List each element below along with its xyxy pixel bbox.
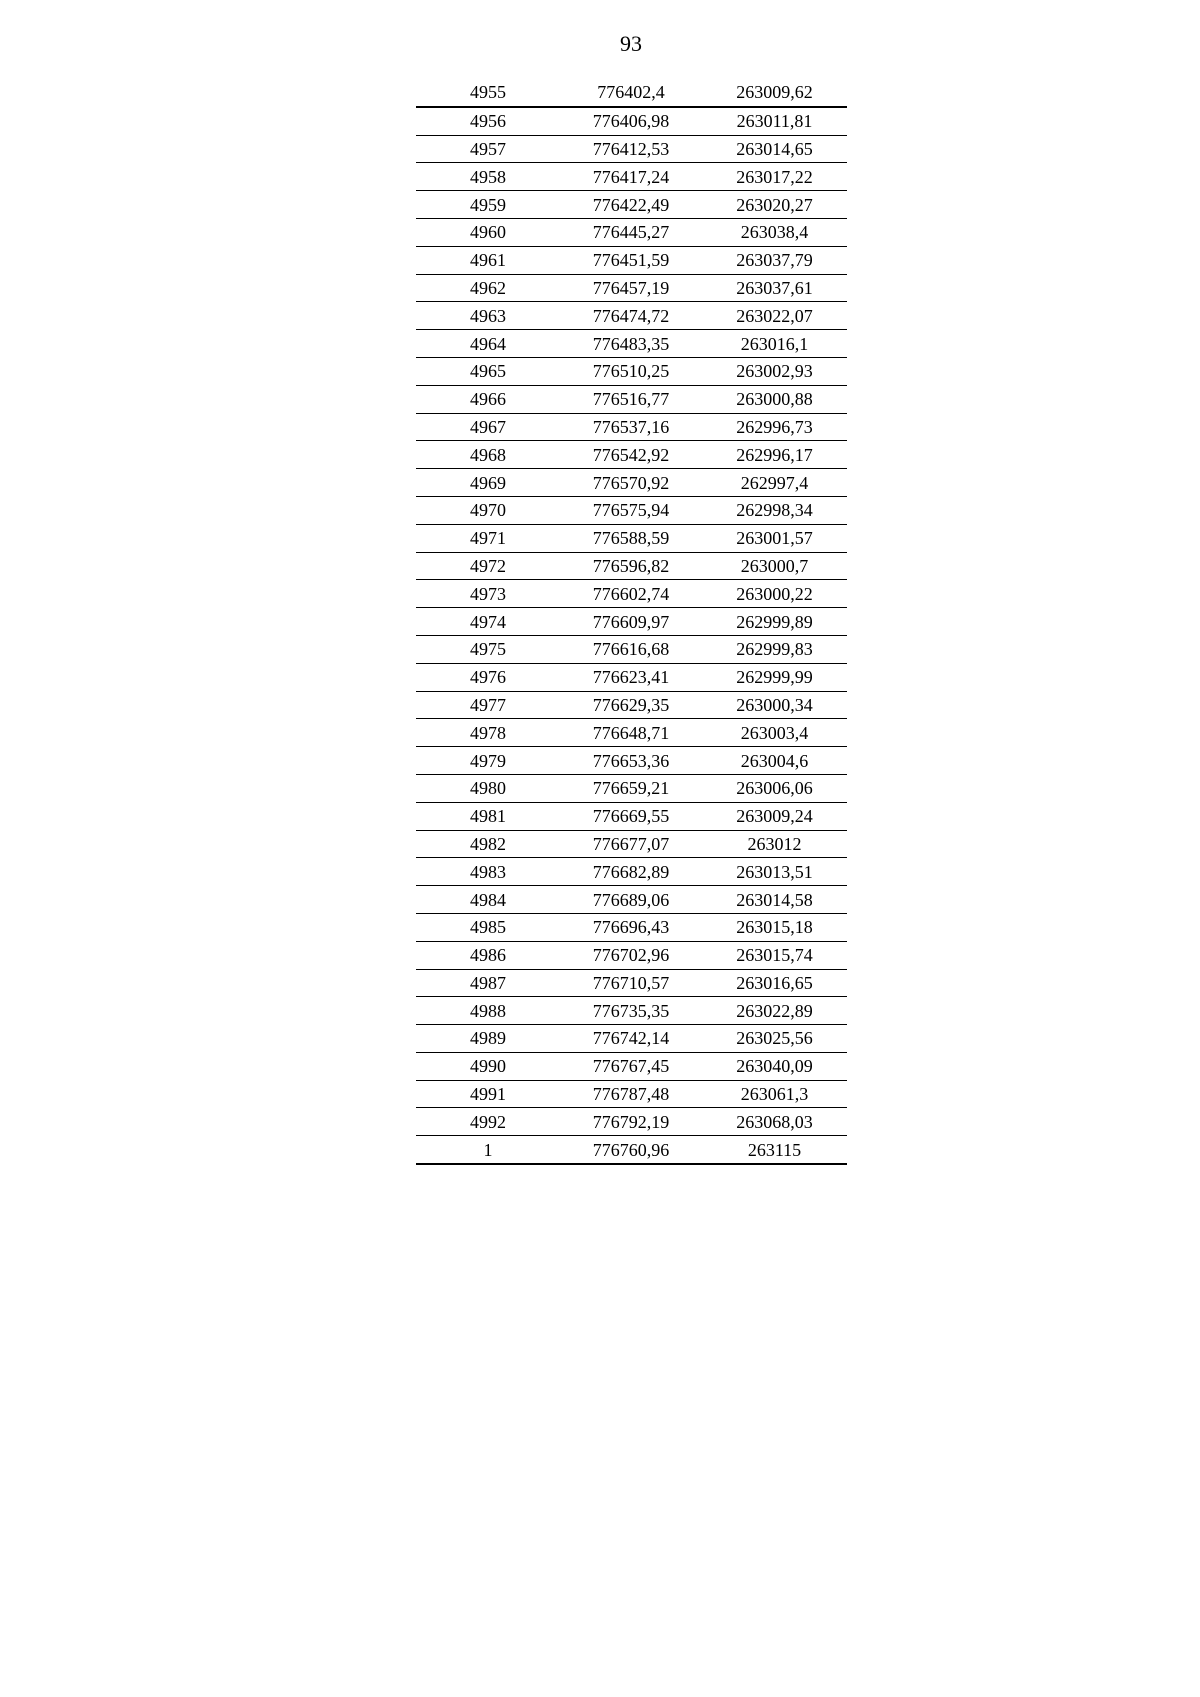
- point-number-cell: 4969: [416, 469, 560, 497]
- y-coordinate-cell: 263015,74: [702, 941, 847, 969]
- point-number-cell: 4957: [416, 135, 560, 163]
- table-row: [416, 302, 847, 330]
- table-row: [416, 496, 847, 524]
- y-coordinate-cell: 263037,79: [702, 246, 847, 274]
- y-coordinate-cell: 263040,09: [702, 1052, 847, 1080]
- y-coordinate-cell: 263022,89: [702, 997, 847, 1025]
- x-coordinate-cell: 776602,74: [560, 580, 702, 608]
- y-coordinate-cell: 263016,1: [702, 330, 847, 358]
- point-number-cell: 4975: [416, 635, 560, 663]
- point-number-cell: 1: [416, 1136, 560, 1164]
- point-number-cell: 4992: [416, 1108, 560, 1136]
- point-number-cell: 4972: [416, 552, 560, 580]
- point-number-cell: 4974: [416, 608, 560, 636]
- y-coordinate-cell: 263020,27: [702, 191, 847, 219]
- y-coordinate-cell: 263000,88: [702, 385, 847, 413]
- point-number-cell: 4985: [416, 913, 560, 941]
- page-number: 93: [620, 31, 642, 56]
- y-coordinate-cell: 263061,3: [702, 1080, 847, 1108]
- y-coordinate-cell: 263016,65: [702, 969, 847, 997]
- point-number-cell: 4963: [416, 302, 560, 330]
- y-coordinate-cell: 262998,34: [702, 496, 847, 524]
- table-row: [416, 747, 847, 775]
- x-coordinate-cell: 776760,96: [560, 1136, 702, 1164]
- y-coordinate-cell: 263015,18: [702, 913, 847, 941]
- x-coordinate-cell: 776648,71: [560, 719, 702, 747]
- table-row: [416, 191, 847, 219]
- table-row: [416, 941, 847, 969]
- x-coordinate-cell: 776516,77: [560, 385, 702, 413]
- y-coordinate-cell: 263014,58: [702, 886, 847, 914]
- point-number-cell: 4983: [416, 858, 560, 886]
- point-number-cell: 4980: [416, 774, 560, 802]
- y-coordinate-cell: 262997,4: [702, 469, 847, 497]
- table-row: [416, 385, 847, 413]
- table-row: [416, 469, 847, 497]
- table-row: [416, 246, 847, 274]
- table-row: [416, 1025, 847, 1053]
- point-number-cell: 4990: [416, 1052, 560, 1080]
- point-number-cell: 4973: [416, 580, 560, 608]
- table-row: [416, 802, 847, 830]
- x-coordinate-cell: 776669,55: [560, 802, 702, 830]
- table-row: [416, 830, 847, 858]
- x-coordinate-cell: 776689,06: [560, 886, 702, 914]
- x-coordinate-cell: 776417,24: [560, 163, 702, 191]
- point-number-cell: 4965: [416, 357, 560, 385]
- y-coordinate-cell: 263037,61: [702, 274, 847, 302]
- point-number-cell: 4986: [416, 941, 560, 969]
- table-row: [416, 858, 847, 886]
- table-row: [416, 79, 847, 107]
- table-row: [416, 441, 847, 469]
- y-coordinate-cell: 263000,22: [702, 580, 847, 608]
- x-coordinate-cell: 776623,41: [560, 663, 702, 691]
- x-coordinate-cell: 776653,36: [560, 747, 702, 775]
- y-coordinate-cell: 263038,4: [702, 218, 847, 246]
- x-coordinate-cell: 776588,59: [560, 524, 702, 552]
- y-coordinate-cell: 263002,93: [702, 357, 847, 385]
- y-coordinate-cell: 263000,7: [702, 552, 847, 580]
- y-coordinate-cell: 263012: [702, 830, 847, 858]
- x-coordinate-cell: 776792,19: [560, 1108, 702, 1136]
- x-coordinate-cell: 776742,14: [560, 1025, 702, 1053]
- point-number-cell: 4978: [416, 719, 560, 747]
- coordinates-table: [416, 79, 847, 1165]
- x-coordinate-cell: 776609,97: [560, 608, 702, 636]
- table-row: [416, 413, 847, 441]
- point-number-cell: 4979: [416, 747, 560, 775]
- point-number-cell: 4962: [416, 274, 560, 302]
- table-row: [416, 886, 847, 914]
- point-number-cell: 4977: [416, 691, 560, 719]
- y-coordinate-cell: 262999,83: [702, 635, 847, 663]
- table-row: [416, 357, 847, 385]
- table-row: [416, 580, 847, 608]
- x-coordinate-cell: 776787,48: [560, 1080, 702, 1108]
- y-coordinate-cell: 263004,6: [702, 747, 847, 775]
- point-number-cell: 4982: [416, 830, 560, 858]
- x-coordinate-cell: 776629,35: [560, 691, 702, 719]
- table-row: [416, 1080, 847, 1108]
- y-coordinate-cell: 263017,22: [702, 163, 847, 191]
- point-number-cell: 4976: [416, 663, 560, 691]
- x-coordinate-cell: 776702,96: [560, 941, 702, 969]
- x-coordinate-cell: 776445,27: [560, 218, 702, 246]
- table-row: [416, 552, 847, 580]
- point-number-cell: 4967: [416, 413, 560, 441]
- point-number-cell: 4958: [416, 163, 560, 191]
- table-row: [416, 330, 847, 358]
- point-number-cell: 4989: [416, 1025, 560, 1053]
- y-coordinate-cell: 263006,06: [702, 774, 847, 802]
- y-coordinate-cell: 263009,62: [702, 79, 847, 107]
- point-number-cell: 4961: [416, 246, 560, 274]
- x-coordinate-cell: 776537,16: [560, 413, 702, 441]
- point-number-cell: 4964: [416, 330, 560, 358]
- x-coordinate-cell: 776402,4: [560, 79, 702, 107]
- table-row: [416, 719, 847, 747]
- point-number-cell: 4959: [416, 191, 560, 219]
- y-coordinate-cell: 263068,03: [702, 1108, 847, 1136]
- table-row: [416, 774, 847, 802]
- x-coordinate-cell: 776451,59: [560, 246, 702, 274]
- x-coordinate-cell: 776677,07: [560, 830, 702, 858]
- y-coordinate-cell: 262996,17: [702, 441, 847, 469]
- x-coordinate-cell: 776406,98: [560, 107, 702, 135]
- x-coordinate-cell: 776710,57: [560, 969, 702, 997]
- point-number-cell: 4988: [416, 997, 560, 1025]
- table-row: [416, 135, 847, 163]
- x-coordinate-cell: 776474,72: [560, 302, 702, 330]
- table-row: [416, 274, 847, 302]
- table-row: [416, 1052, 847, 1080]
- point-number-cell: 4971: [416, 524, 560, 552]
- y-coordinate-cell: 263000,34: [702, 691, 847, 719]
- table-row: [416, 1136, 847, 1164]
- x-coordinate-cell: 776696,43: [560, 913, 702, 941]
- point-number-cell: 4970: [416, 496, 560, 524]
- y-coordinate-cell: 263025,56: [702, 1025, 847, 1053]
- x-coordinate-cell: 776570,92: [560, 469, 702, 497]
- x-coordinate-cell: 776767,45: [560, 1052, 702, 1080]
- x-coordinate-cell: 776659,21: [560, 774, 702, 802]
- x-coordinate-cell: 776735,35: [560, 997, 702, 1025]
- table-row: [416, 1108, 847, 1136]
- coordinates-table-body: [416, 79, 847, 1164]
- y-coordinate-cell: 262999,89: [702, 608, 847, 636]
- table-row: [416, 663, 847, 691]
- point-number-cell: 4981: [416, 802, 560, 830]
- y-coordinate-cell: 263009,24: [702, 802, 847, 830]
- y-coordinate-cell: 262999,99: [702, 663, 847, 691]
- y-coordinate-cell: 263115: [702, 1136, 847, 1164]
- x-coordinate-cell: 776575,94: [560, 496, 702, 524]
- x-coordinate-cell: 776596,82: [560, 552, 702, 580]
- x-coordinate-cell: 776457,19: [560, 274, 702, 302]
- point-number-cell: 4960: [416, 218, 560, 246]
- point-number-cell: 4984: [416, 886, 560, 914]
- table-row: [416, 107, 847, 135]
- point-number-cell: 4955: [416, 79, 560, 107]
- x-coordinate-cell: 776616,68: [560, 635, 702, 663]
- x-coordinate-cell: 776412,53: [560, 135, 702, 163]
- table-row: [416, 524, 847, 552]
- point-number-cell: 4968: [416, 441, 560, 469]
- x-coordinate-cell: 776422,49: [560, 191, 702, 219]
- y-coordinate-cell: 263001,57: [702, 524, 847, 552]
- table-row: [416, 635, 847, 663]
- y-coordinate-cell: 263013,51: [702, 858, 847, 886]
- table-row: [416, 608, 847, 636]
- table-row: [416, 913, 847, 941]
- table-row: [416, 997, 847, 1025]
- point-number-cell: 4956: [416, 107, 560, 135]
- y-coordinate-cell: 263011,81: [702, 107, 847, 135]
- point-number-cell: 4991: [416, 1080, 560, 1108]
- y-coordinate-cell: 263022,07: [702, 302, 847, 330]
- y-coordinate-cell: 262996,73: [702, 413, 847, 441]
- table-row: [416, 691, 847, 719]
- table-row: [416, 163, 847, 191]
- y-coordinate-cell: 263014,65: [702, 135, 847, 163]
- y-coordinate-cell: 263003,4: [702, 719, 847, 747]
- table-row: [416, 969, 847, 997]
- x-coordinate-cell: 776542,92: [560, 441, 702, 469]
- x-coordinate-cell: 776682,89: [560, 858, 702, 886]
- point-number-cell: 4966: [416, 385, 560, 413]
- point-number-cell: 4987: [416, 969, 560, 997]
- x-coordinate-cell: 776483,35: [560, 330, 702, 358]
- table-row: [416, 218, 847, 246]
- x-coordinate-cell: 776510,25: [560, 357, 702, 385]
